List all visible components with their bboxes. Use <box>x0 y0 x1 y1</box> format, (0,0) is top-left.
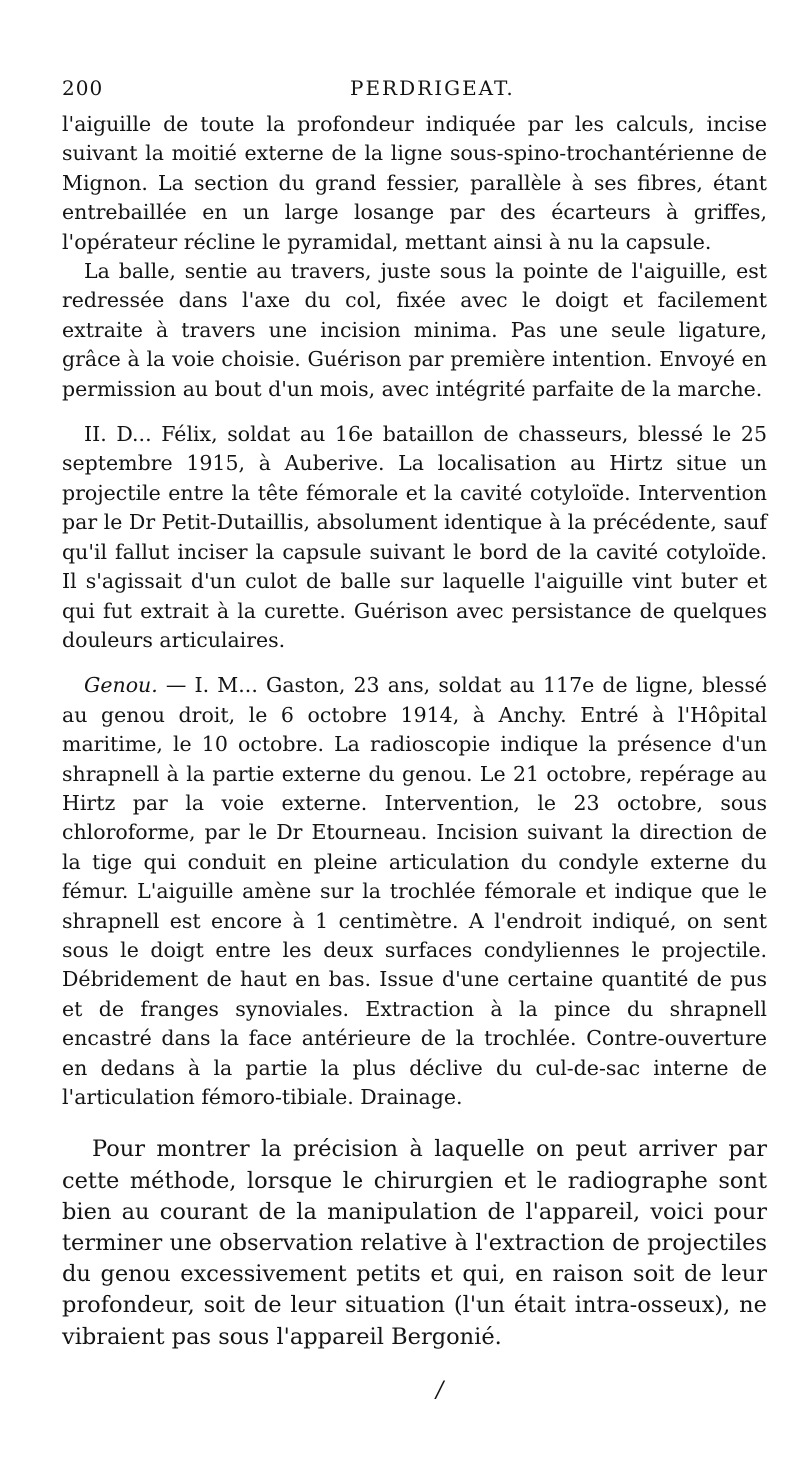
book-page <box>62 76 767 1353</box>
bottom-mark: / <box>436 1378 444 1403</box>
case-gaston-text: — I. M... Gaston, 23 ans, soldat au 117e de ligne, blessé au genou droit, le 6 octobre 1914, à Anchy. Entré à l'Hôpital maritime, le 10 octobre. La radioscopie indique la présence d'un shrapnell à la partie externe du genou. Le 21 octobre, repérage au Hirtz par la voie externe. Intervention, le 23 octobre, sous chloroforme, par le Dr Etourneau. Incision suivant la direction de la tige qui conduit en pleine articulation du condyle externe du fémur. L'aiguille amène sur la trochlée fémorale et indique que le shrapnell est encore à 1 centimètre. A l'endroit indiqué, on sent sous le doigt entre les deux surfaces condyliennes le projectile. Débridement de haut en bas. Issue d'une certaine quantité de pus et de franges synoviales. Extraction à la pince du shrapnell encastré dans la face antérieure de la trochlée. Contre-ouverture en dedans à la partie la plus déclive du cul-de-sac interne de l'articulation fémoro-tibiale. Drainage. <box>62 673 767 1109</box>
paragraph-conclusion: Pour montrer la précision à laquelle on peut arriver par cette méthode, lorsque le chirurgien et le radiographe sont bien au courant de la manipulation de l'appareil, voici pour terminer une observation relative à l'extraction de projectiles du genou excessivement petits et qui, en raison soit de leur profondeur, soit de leur situation (l'un était intra-osseux), ne vibraient pas sous l'appareil Bergonié. <box>62 1136 767 1350</box>
paragraph-case-gaston <box>62 671 767 1112</box>
paragraph-ball-extraction: La balle, sentie au travers, juste sous la pointe de l'aiguille, est redressée dans l'axe du col, fixée avec le doigt et facilement extraite à travers une incision minima. Pas une seule ligature, grâce à la voie choisie. Guérison par première intention. Envoyé en permission au bout d'un mois, avec intégrité parfaite de la marche. <box>62 259 767 401</box>
paragraph-continuation: l'aiguille de toute la profondeur indiquée par les calculs, incise suivant la moitié externe de la ligne sous-spino-trochantérienne de Mignon. La section du grand fessier, parallèle à ses fibres, étant entrebaillée en un large losange par des écarteurs à griffes, l'opérateur récline le pyramidal, mettant ainsi à nu la capsule. <box>62 112 767 254</box>
running-head <box>62 76 767 110</box>
paragraph-case-felix: II. D... Félix, soldat au 16e bataillon de chasseurs, blessé le 25 septembre 1915, à Auberive. La localisation au Hirtz situe un projectile entre la tête fémorale et la cavité cotyloïde. Intervention par le Dr Petit-Dutaillis, absolument identique à la précédente, sauf qu'il fallut inciser la capsule suivant le bord de la cavité cotyloïde. Il s'agissait d'un culot de balle sur laquelle l'aiguille vint buter et qui fut extrait à la curette. Guérison avec persistance de quelques douleurs articulaires. <box>62 422 767 652</box>
running-title: PERDRIGEAT. <box>350 76 515 100</box>
case-label-genou: Genou. <box>84 673 158 698</box>
page-number: 200 <box>62 76 104 100</box>
